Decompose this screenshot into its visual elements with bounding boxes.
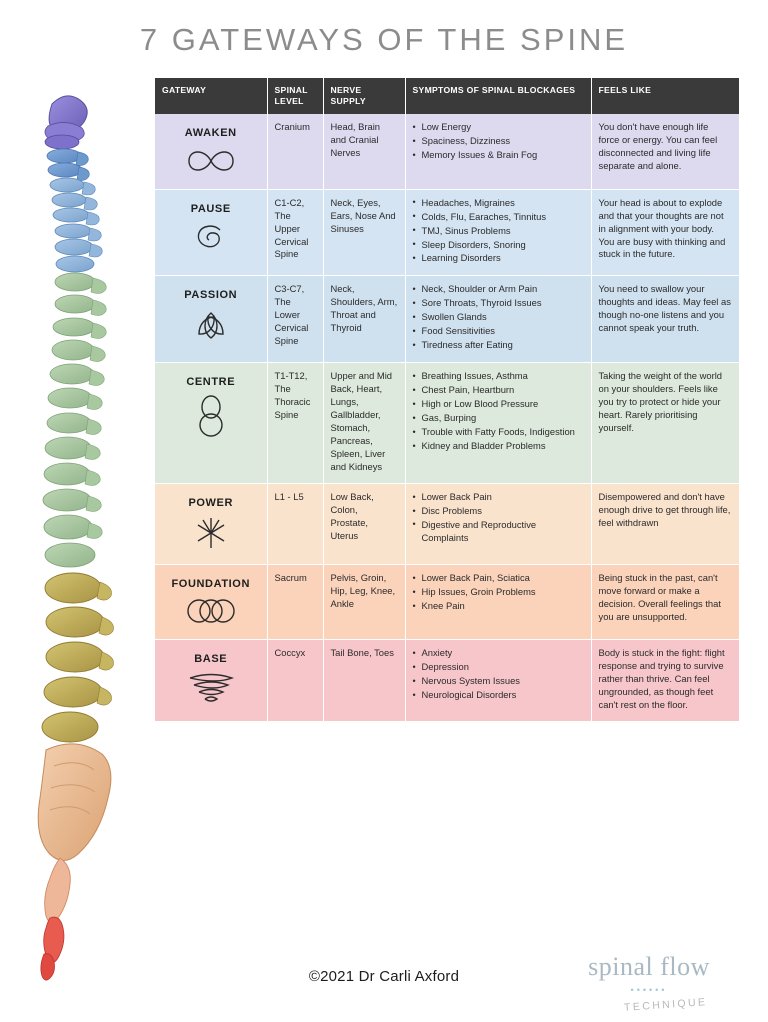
symptoms-list	[413, 647, 584, 702]
col-header-spinal-level: SPINAL LEVEL	[267, 78, 323, 114]
table-row	[155, 640, 739, 722]
sacrum-segment	[38, 744, 111, 861]
gateway-name: PAUSE	[190, 202, 231, 215]
spiral-symbol	[162, 221, 260, 259]
nerve-supply-cell: Neck, Eyes, Ears, Nose And Sinuses	[323, 189, 405, 276]
symptom-item: • Hip Issues, Groin Problems	[413, 586, 584, 599]
symptoms-list	[413, 572, 584, 613]
gateway-name: AWAKEN	[184, 127, 237, 140]
symptom-item: • High or Low Blood Pressure	[413, 398, 584, 411]
symptom-item: • Breathing Issues, Asthma	[413, 370, 584, 383]
symptom-item: • Colds, Flu, Earaches, Tinnitus	[413, 211, 584, 224]
funnel-spiral-symbol	[162, 672, 260, 710]
brand-tagline: TECHNIQUE	[623, 996, 709, 1014]
symptom-item: • Lower Back Pain	[413, 491, 584, 504]
symptom-item: • Lower Back Pain, Sciatica	[413, 572, 584, 585]
table-row	[155, 484, 739, 565]
table-row	[155, 189, 739, 276]
gateway-cell	[155, 565, 267, 640]
symptom-item: • Nervous System Issues	[413, 675, 584, 688]
table-row	[155, 363, 739, 484]
cranium-segment	[45, 96, 87, 149]
upper-cervical-segment	[47, 149, 89, 181]
symptom-item: • Anxiety	[413, 647, 584, 660]
infinity-symbol	[162, 146, 260, 180]
symptom-item: • Sleep Disorders, Snoring	[413, 239, 584, 252]
gateway-name: BASE	[194, 653, 228, 666]
symptom-item: • Swollen Glands	[413, 311, 584, 324]
symptoms-list	[413, 370, 584, 453]
symptoms-cell	[405, 114, 591, 189]
symptom-item: • Neurological Disorders	[413, 689, 584, 702]
content-layout	[0, 72, 768, 942]
symptom-item: • Depression	[413, 661, 584, 674]
nerve-supply-cell: Pelvis, Groin, Hip, Leg, Knee, Ankle	[323, 565, 405, 640]
col-header-symptoms: SYMPTOMS OF SPINAL BLOCKAGES	[405, 78, 591, 114]
spinal-level-cell: Sacrum	[267, 565, 323, 640]
copyright-text: ©2021 Dr Carli Axford	[308, 968, 460, 985]
gateway-cell	[155, 640, 267, 722]
brand-dots-decoration: ••••••	[630, 985, 668, 995]
symptoms-cell	[405, 363, 591, 484]
table-header-row	[155, 78, 739, 114]
symptom-item: • Headaches, Migraines	[413, 197, 584, 210]
spinal-level-cell: C1-C2, The Upper Cervical Spine	[267, 189, 323, 276]
nerve-supply-cell: Neck, Shoulders, Arm, Throat and Thyroid	[323, 276, 405, 363]
symptoms-list	[413, 283, 584, 352]
gateway-name: PASSION	[184, 289, 238, 302]
thoracic-segment	[43, 273, 106, 567]
symptoms-cell	[405, 276, 591, 363]
nerve-supply-cell: Low Back, Colon, Prostate, Uterus	[323, 484, 405, 565]
symptom-item: • Disc Problems	[413, 505, 584, 518]
symptom-item: • Tiredness after Eating	[413, 339, 584, 352]
symptom-item: • Knee Pain	[413, 600, 584, 613]
feels-like-cell: Your head is about to explode and that your thoughts are not in alignment with your body. You are busy with thinking and stuck in the future.	[591, 189, 739, 276]
nerve-supply-cell: Tail Bone, Toes	[323, 640, 405, 722]
symptom-item: • Trouble with Fatty Foods, Indigestion	[413, 426, 584, 439]
symptom-item: • Sore Throats, Thyroid Issues	[413, 297, 584, 310]
feels-like-cell: Disempowered and don't have enough drive to get through life, feel withdrawn	[591, 484, 739, 565]
gateways-table-wrap	[155, 78, 739, 722]
symptoms-list	[413, 197, 584, 266]
symptom-item: • Food Sensitivities	[413, 325, 584, 338]
page-title: 7 GATEWAYS OF THE SPINE	[139, 22, 629, 57]
lumbar-segment	[42, 573, 114, 742]
symptom-item: • Neck, Shoulder or Arm Pain	[413, 283, 584, 296]
symptom-item: • Spaciness, Dizziness	[413, 135, 584, 148]
symptoms-list	[413, 491, 584, 545]
symptoms-cell	[405, 565, 591, 640]
page-footer	[0, 952, 768, 1018]
triquetra-symbol	[162, 308, 260, 346]
symptom-item: • Learning Disorders	[413, 252, 584, 265]
table-row	[155, 276, 739, 363]
feels-like-cell: You need to swallow your thoughts and ideas. May feel as though no-one listens and you cannot speak your truth.	[591, 276, 739, 363]
feels-like-cell: Body is stuck in the fight: flight response and trying to survive rather than thrive. Can feel ungrounded, as though feet can't rest on the floor.	[591, 640, 739, 722]
symptoms-cell	[405, 189, 591, 276]
three-circles-symbol	[162, 596, 260, 630]
lower-cervical-segment	[50, 178, 102, 272]
symptom-item: • Gas, Burping	[413, 412, 584, 425]
spinal-level-cell: T1-T12, The Thoracic Spine	[267, 363, 323, 484]
col-header-gateway: GATEWAY	[155, 78, 267, 114]
gateway-cell	[155, 114, 267, 189]
spinal-level-cell: L1 - L5	[267, 484, 323, 565]
gateway-name: CENTRE	[186, 376, 236, 389]
symptom-item: • Low Energy	[413, 121, 584, 134]
spinal-level-cell: Coccyx	[267, 640, 323, 722]
table-row	[155, 114, 739, 189]
symptom-item: • Memory Issues & Brain Fog	[413, 149, 584, 162]
symptoms-cell	[405, 484, 591, 565]
symptom-item: • Digestive and Reproductive Complaints	[413, 519, 584, 545]
table-body	[155, 114, 739, 721]
gateways-table	[155, 78, 740, 722]
table-row	[155, 565, 739, 640]
brand-name: spinal flow	[588, 952, 710, 981]
symptoms-cell	[405, 640, 591, 722]
symptom-item: • TMJ, Sinus Problems	[413, 225, 584, 238]
spinal-level-cell: C3-C7, The Lower Cervical Spine	[267, 276, 323, 363]
table-head	[155, 78, 739, 114]
symptom-item: • Kidney and Bladder Problems	[413, 440, 584, 453]
gateway-cell	[155, 189, 267, 276]
gateway-cell	[155, 484, 267, 565]
gateway-name: FOUNDATION	[171, 578, 250, 591]
human-spine-lateral-view	[18, 82, 168, 982]
brand-logo	[556, 954, 742, 1012]
gateway-cell	[155, 363, 267, 484]
six-petal-flower-symbol	[162, 515, 260, 555]
double-loop-symbol	[162, 394, 260, 442]
col-header-feels-like: FEELS LIKE	[591, 78, 739, 114]
feels-like-cell: Taking the weight of the world on your shoulders. Feels like you try to protect or hide your heart. Rarely prioritising yourself.	[591, 363, 739, 484]
gateway-name: POWER	[188, 497, 234, 510]
feels-like-cell: You don't have enough life force or energy. You can feel disconnected and living life separate and alone.	[591, 114, 739, 189]
symptoms-list	[413, 121, 584, 162]
spinal-level-cell: Cranium	[267, 114, 323, 189]
nerve-supply-cell: Head, Brain and Cranial Nerves	[323, 114, 405, 189]
feels-like-cell: Being stuck in the past, can't move forward or make a decision. Overall feelings that you are unsupported.	[591, 565, 739, 640]
nerve-supply-cell: Upper and Mid Back, Heart, Lungs, Gallbladder, Stomach, Pancreas, Spleen, Liver and Kidneys	[323, 363, 405, 484]
col-header-nerve-supply: NERVE SUPPLY	[323, 78, 405, 114]
gateway-cell	[155, 276, 267, 363]
symptom-item: • Chest Pain, Heartburn	[413, 384, 584, 397]
